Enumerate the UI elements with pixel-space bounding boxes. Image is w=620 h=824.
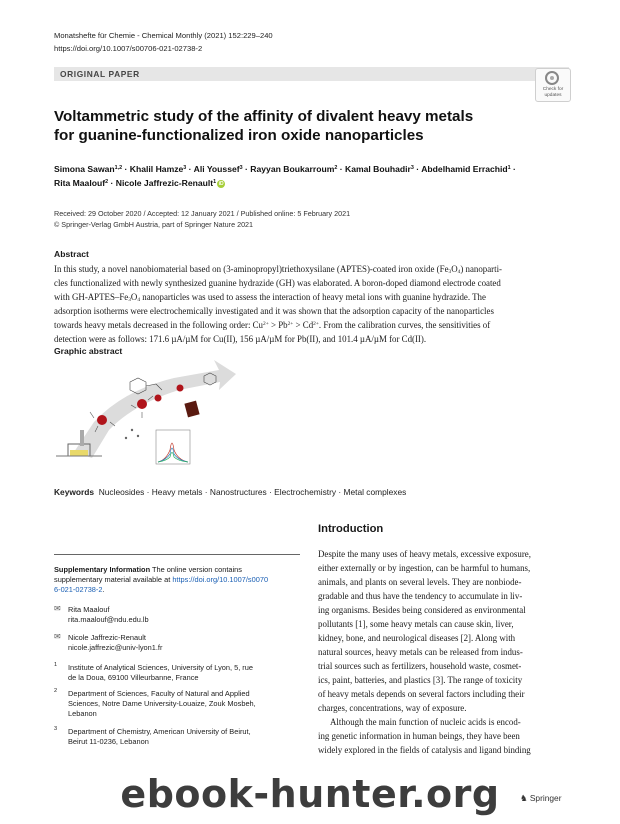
author-affiliation: 3 xyxy=(410,165,414,171)
author-affiliation: 3 xyxy=(239,165,243,171)
author-name[interactable]: Simona Sawan xyxy=(54,164,115,174)
author-name[interactable]: Khalil Hamze xyxy=(129,164,184,174)
intro-line: widely explored in the fields of catalysis and ligand binding xyxy=(318,745,531,755)
intro-line: trial sources such as fertilizers, household waste, cosmet- xyxy=(318,661,522,671)
supplementary-link[interactable]: 6-021-02738-2 xyxy=(54,585,103,594)
intro-line: of heavy metals depends on several factors including their xyxy=(318,689,525,699)
supplementary-info-line: supplementary material available at https://doi.org/10.1007/s0070 xyxy=(54,575,269,584)
affiliation-number: 1 xyxy=(54,662,58,668)
contact-name: Nicole Jaffrezic-Renault xyxy=(68,633,146,642)
email-icon: ✉ xyxy=(54,632,61,641)
author-name[interactable]: Abdelhamid Errachid xyxy=(421,164,508,174)
graphic-abstract-heading: Graphic abstract xyxy=(54,346,123,356)
process-arrow xyxy=(74,360,236,458)
check-for-updates-badge[interactable] xyxy=(535,68,571,102)
author-name[interactable]: Kamal Bouhadir xyxy=(344,164,411,174)
intro-line: Although the main function of nucleic acids is encod- xyxy=(330,717,521,727)
contact-name: Rita Maalouf xyxy=(68,605,110,614)
article-title-line-1: Voltammetric study of the affinity of divalent heavy metals xyxy=(54,108,474,125)
abstract-line: towards heavy metals decreased in the following order: $Cu^{2+} > Pb^{2+} > Cd^{2+}$. From the calibration curves, the sensitivities of xyxy=(54,320,491,330)
orcid-icon[interactable]: iD xyxy=(218,181,224,187)
nanoparticle-icon xyxy=(177,385,184,392)
check-updates-text: Check for xyxy=(542,87,564,92)
abstract-line: adsorption isotherms were electrochemically investigated and it was shown that the adsorption capacity of the nanoparticles xyxy=(54,306,494,316)
supplementary-link[interactable]: https://doi.org/10.1007/s0070 xyxy=(172,575,269,584)
watermark: ebook-hunter.org xyxy=(120,772,500,816)
author-affiliation: 1,2 xyxy=(114,165,123,171)
check-updates-icon xyxy=(545,71,559,85)
article-title-line-2: for guanine-functionalized iron oxide nanoparticles xyxy=(54,127,424,144)
author-name[interactable]: Nicole Jaffrezic-Renault xyxy=(115,178,214,188)
publisher-name: Springer xyxy=(529,793,562,803)
publication-dates: Received: 29 October 2020 / Accepted: 12 January 2021 / Published online: 5 February 2021 xyxy=(54,209,351,218)
copyright-notice: © Springer-Verlag GmbH Austria, part of Springer Nature 2021 xyxy=(54,220,254,229)
beaker-liquid xyxy=(70,450,88,456)
affiliation-line: Institute of Analytical Sciences, University of Lyon, 5, rue xyxy=(68,663,253,672)
author-affiliation: 1 xyxy=(213,179,217,185)
intro-line: charges, concentrations, way of exposure. xyxy=(318,703,467,713)
footnote-divider xyxy=(54,554,300,555)
keywords-list: Nucleosides · Heavy metals · Nanostructures · Electrochemistry · Metal complexes xyxy=(98,487,407,497)
intro-line: either externally or by ingestion, can be harmful to humans, xyxy=(318,563,531,573)
author-affiliation: 2 xyxy=(334,165,338,171)
doi-link[interactable]: https://doi.org/10.1007/s00706-021-02738-2 xyxy=(54,44,203,53)
intro-line: ing genetic information in human beings, they have been xyxy=(318,731,520,741)
abstract-line: In this study, a novel nanobiomaterial based on (3-aminopropyl)triethoxysilane (APTES)-coated iron oxide $(Fe_3O_4)$ nanoparti- xyxy=(54,264,502,275)
nanoparticle-icon xyxy=(155,395,162,402)
affiliation-line: de la Doua, 69100 Villeurbanne, France xyxy=(68,673,199,682)
abstract-heading: Abstract xyxy=(54,249,89,259)
author-affiliation: 2 xyxy=(105,179,109,185)
contact-email[interactable]: rita.maalouf@ndu.edu.lb xyxy=(68,615,149,624)
ion-dot xyxy=(125,437,127,439)
horse-icon: ♞ xyxy=(520,793,528,803)
nanoparticle-icon xyxy=(137,399,147,409)
intro-line: ics, paint, batteries, and plastics [3]. The range of toxicity xyxy=(318,675,523,685)
introduction-heading: Introduction xyxy=(318,523,384,535)
ion-dot xyxy=(131,429,133,431)
journal-citation: Monatshefte für Chemie - Chemical Monthly (2021) 152:229–240 xyxy=(54,31,273,40)
author-name[interactable]: Rayyan Boukarroum xyxy=(250,164,335,174)
author-list-line-2: Rita Maalouf$^2$ · Nicole Jaffrezic-Renault$^1$ iD xyxy=(54,178,224,188)
affiliation-line: Department of Sciences, Faculty of Natural and Applied xyxy=(68,689,250,698)
intro-line: natural sources, heavy metals can be released from indus- xyxy=(318,647,523,657)
affiliation-number: 2 xyxy=(54,688,58,694)
affiliation-number: 3 xyxy=(54,726,58,732)
intro-line: kidney, bone, and neurological diseases [2]. Along with xyxy=(318,633,516,643)
intro-line: Despite the many uses of heavy metals, excessive exposure, xyxy=(318,549,531,559)
section-label: ORIGINAL PAPER xyxy=(60,69,140,79)
intro-line: ing organisms. Besides being considered as environmental xyxy=(318,605,526,615)
intro-line: pollutants [1], some heavy metals can cause skin, liver, xyxy=(318,619,514,629)
abstract-line: with $GH-APTES-Fe_3O_4$ nanoparticles was used to assess the interaction of heavy metal ions with guanine hydrazide. The xyxy=(54,292,486,303)
supplementary-info: Supplementary Information The online version contains xyxy=(54,565,242,574)
author-name[interactable]: Rita Maalouf xyxy=(54,178,106,188)
electrode-chip-icon xyxy=(184,401,199,418)
affiliation-line: Sciences, Notre Dame University-Louaize, Zouk Mosbeh, xyxy=(68,699,256,708)
author-list-line-1: Simona Sawan$^{1,2}$ · Khalil Hamze$^3$ · Ali Youssef$^3$ · Rayyan Boukarroum$^2$ · Kamal Bouhadir$^3$ · Abdelhamid Errachid$^1$ · xyxy=(54,164,516,174)
electrode-icon xyxy=(80,430,84,446)
affiliation-line: Department of Chemistry, American University of Beirut, xyxy=(68,727,251,736)
author-name[interactable]: Ali Youssef xyxy=(193,164,240,174)
intro-line: animals, and plants on several levels. They are nonbiode- xyxy=(318,577,522,587)
affiliation-line: Beirut 11-0236, Lebanon xyxy=(68,737,149,746)
nanoparticle-icon xyxy=(97,415,107,425)
graphic-abstract-figure xyxy=(54,360,294,468)
contact-email[interactable]: nicole.jaffrezic@univ-lyon1.fr xyxy=(68,643,163,652)
voltammogram-panel xyxy=(156,430,190,464)
affiliation-line: Lebanon xyxy=(68,709,97,718)
keywords xyxy=(54,487,406,497)
intro-line: gradable and thus have the tendency to accumulate in liv- xyxy=(318,591,523,601)
keywords-label: Keywords xyxy=(54,487,95,497)
abstract-line: cles functionalized with newly synthesized guanine hydrazide (GH) was elaborated. A boron-doped diamond electrode coated xyxy=(54,278,501,288)
supplementary-info-line: 6-021-02738-2. xyxy=(54,585,105,594)
email-icon: ✉ xyxy=(54,604,61,613)
author-affiliation: 3 xyxy=(183,165,187,171)
check-updates-text-2: updates xyxy=(544,93,562,98)
abstract-line: detection were as follows: 171.6 µA/µM for Cu(II), 156 µA/µM for Pb(II), and 101.4 µA/µM for Cd(II). xyxy=(54,334,427,344)
author-affiliation: 1 xyxy=(507,165,511,171)
ion-dot xyxy=(137,435,139,437)
